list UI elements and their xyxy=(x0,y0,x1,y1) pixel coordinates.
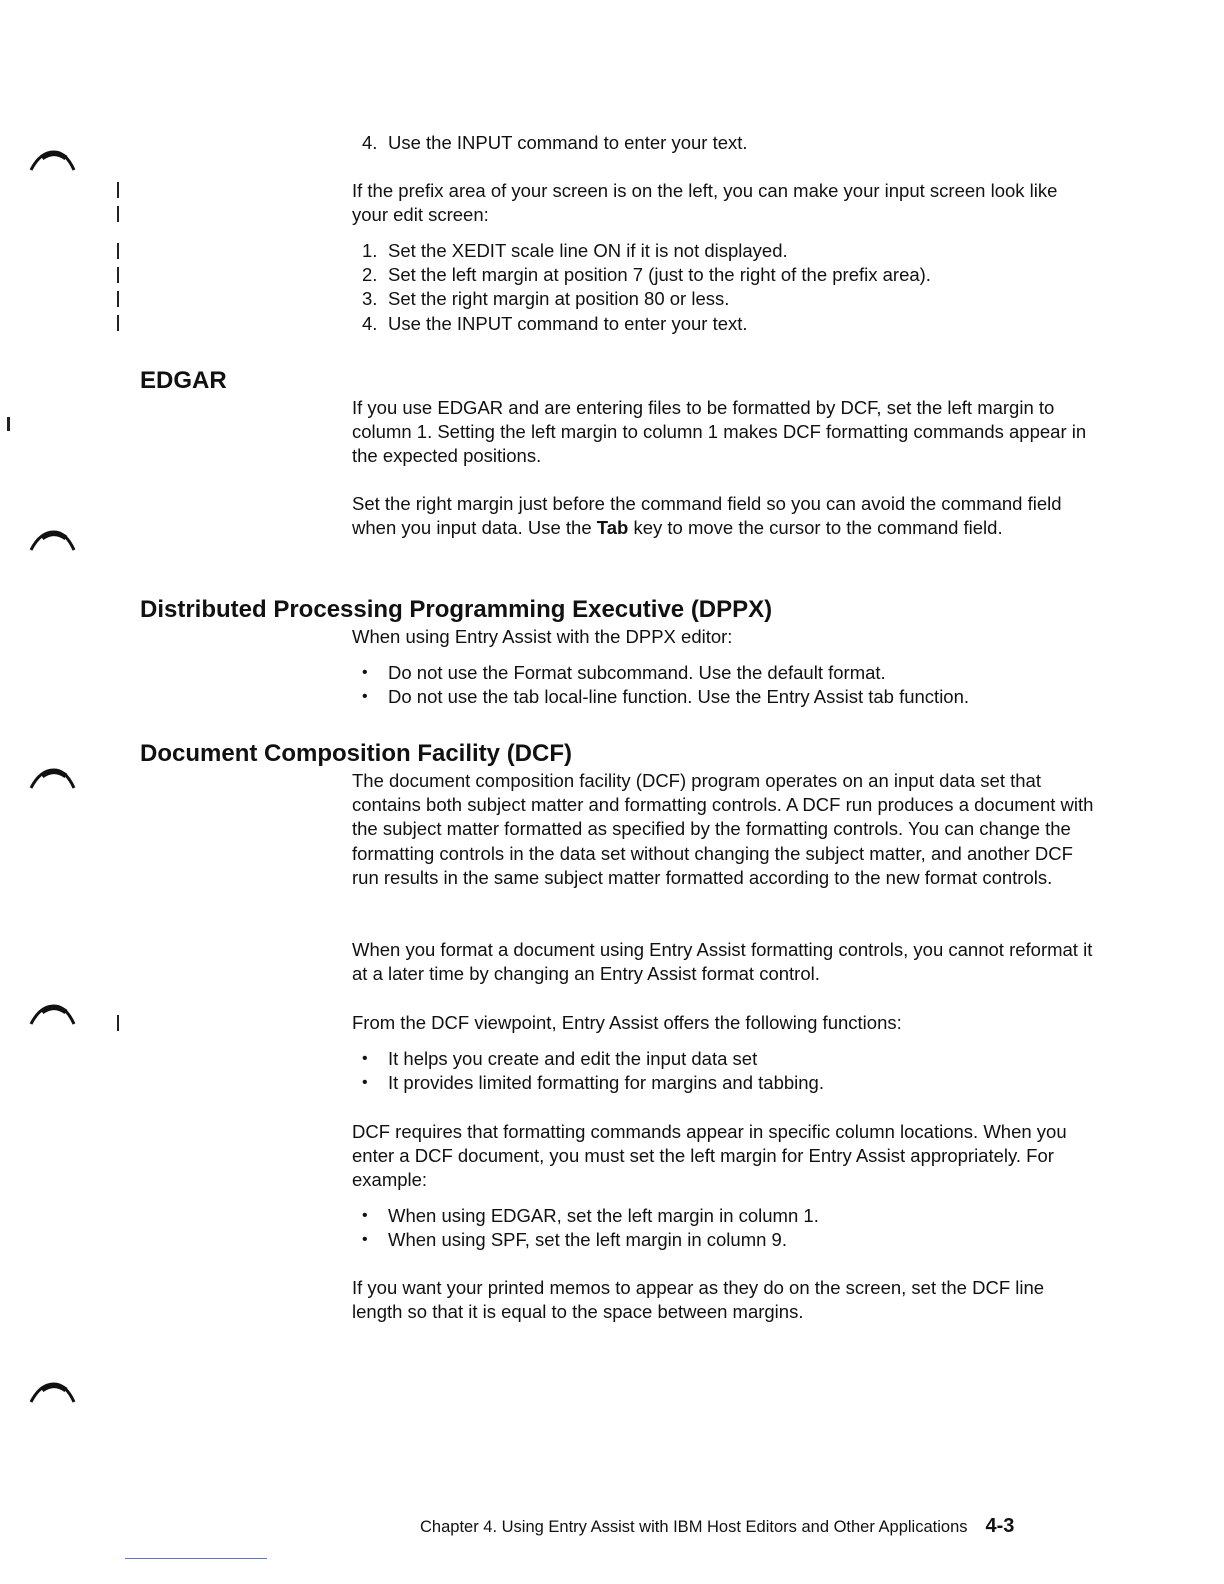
bullet-glyph: • xyxy=(362,688,368,706)
dppx-bullet-list xyxy=(352,661,1097,709)
bullet-glyph: • xyxy=(362,1207,368,1224)
dcf-paragraph-5: If you want your printed memos to appear as they do on the screen, set the DCF line length so that it is equal to the space between margins. xyxy=(352,1277,1045,1323)
bottom-rule xyxy=(125,1558,267,1559)
dcf-paragraph-2: When you format a document using Entry Assist formatting controls, you cannot reformat it at a later time by changing an Entry Assist format control. xyxy=(352,939,1093,985)
page-footer xyxy=(420,1515,1014,1538)
binder-hole-mark xyxy=(28,526,78,552)
bullet-text: Do not use the Format subcommand. Use the default format. xyxy=(388,662,886,683)
bullet-glyph: • xyxy=(362,1231,368,1249)
step-text: Set the XEDIT scale line ON if it is not displayed. xyxy=(388,240,788,261)
page-number: 4-3 xyxy=(985,1515,1015,1537)
dppx-intro: When using Entry Assist with the DPPX editor: xyxy=(352,626,733,647)
dcf-paragraph-3: From the DCF viewpoint, Entry Assist offers the following functions: xyxy=(352,1012,902,1033)
list-item xyxy=(352,661,1097,685)
list-item xyxy=(352,1228,1097,1252)
dcf-examples-list xyxy=(352,1204,1097,1252)
list-item xyxy=(352,239,1097,263)
bullet-glyph: • xyxy=(362,664,368,681)
edgar-paragraph-1: If you use EDGAR and are entering files to be formatted by DCF, set the left margin to column 1. Setting the left margin to column 1 makes DCF formatting commands appear in the expected positions. xyxy=(352,397,1087,467)
bullet-text: When using SPF, set the left margin in column 9. xyxy=(388,1229,787,1251)
step-number: 1. xyxy=(362,240,378,261)
dcf-paragraph-1: The document composition facility (DCF) program operates on an input data set that contains both subject matter and formatting controls. A DCF run produces a document with the subject matter formatted as specified by the formatting controls. You can change the formatting controls in the data set without changing the subject matter, and another DCF run results in the same subject matter formatted according to the new format controls. xyxy=(352,770,1094,888)
revision-bar xyxy=(117,182,119,198)
text-fragment: Set the right margin just before the command field so you can avoid the command field when you input data. Use the xyxy=(352,493,1062,539)
revision-bar xyxy=(117,315,119,331)
revision-bar xyxy=(117,291,119,307)
revision-bar xyxy=(117,206,119,222)
binder-hole-mark xyxy=(28,146,78,172)
binder-hole-mark xyxy=(28,764,78,790)
edgar-heading: EDGAR xyxy=(140,367,227,394)
list-item xyxy=(352,1047,1097,1071)
step-item-top xyxy=(352,131,1097,155)
tab-key-label: Tab xyxy=(596,517,629,539)
list-item xyxy=(352,287,1097,311)
bullet-glyph: • xyxy=(362,1050,368,1067)
revision-bar xyxy=(117,267,119,283)
step-text: Set the right margin at position 80 or less. xyxy=(388,288,730,310)
list-item xyxy=(352,312,1097,336)
dcf-heading: Document Composition Facility (DCF) xyxy=(140,740,572,767)
text-fragment: key to move the cursor to the command field. xyxy=(628,517,1003,539)
step-number: 2. xyxy=(362,264,378,286)
chapter-title: Chapter 4. Using Entry Assist with IBM Host Editors and Other Applications xyxy=(420,1518,968,1536)
bullet-glyph: • xyxy=(362,1074,368,1092)
bullet-text: When using EDGAR, set the left margin in column 1. xyxy=(388,1205,819,1226)
step-text: Use the INPUT command to enter your text. xyxy=(388,132,748,153)
revision-bar xyxy=(117,1015,119,1031)
list-item xyxy=(352,1204,1097,1228)
dcf-paragraph-4: DCF requires that formatting commands appear in specific column locations. When you enter a DCF document, you must set the left margin for Entry Assist appropriately. For example: xyxy=(352,1121,1067,1191)
prefix-area-paragraph: If the prefix area of your screen is on the left, you can make your input screen look like your edit screen: xyxy=(352,180,1058,226)
bullet-text: Do not use the tab local-line function. Use the Entry Assist tab function. xyxy=(388,686,970,708)
setup-steps-list xyxy=(352,239,1097,336)
margin-mark xyxy=(7,417,10,431)
binder-hole-mark xyxy=(28,1000,78,1026)
edgar-paragraph-2 xyxy=(352,492,1097,540)
step-number: 3. xyxy=(362,288,378,310)
list-item xyxy=(352,263,1097,287)
list-item xyxy=(352,685,1097,709)
dcf-functions-list xyxy=(352,1047,1097,1095)
step-number: 4. xyxy=(362,312,378,334)
step-text: Use the INPUT command to enter your text. xyxy=(388,312,748,334)
list-item xyxy=(352,1071,1097,1095)
bullet-text: It helps you create and edit the input data set xyxy=(388,1048,758,1069)
binder-hole-mark xyxy=(28,1378,78,1404)
revision-bar xyxy=(117,243,119,259)
step-number: 4. xyxy=(362,132,378,153)
step-text: Set the left margin at position 7 (just to the right of the prefix area). xyxy=(388,264,931,286)
dppx-heading: Distributed Processing Programming Executive (DPPX) xyxy=(140,596,773,623)
bullet-text: It provides limited formatting for margins and tabbing. xyxy=(388,1072,824,1094)
